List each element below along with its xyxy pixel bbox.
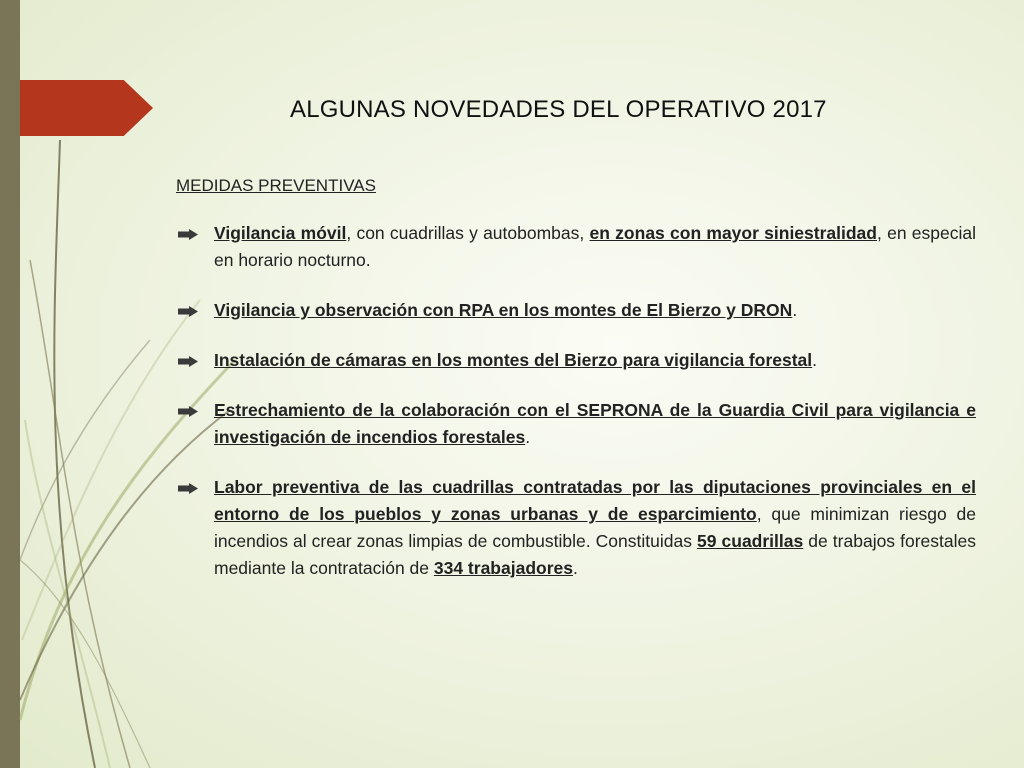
right-arrow-icon: [178, 229, 198, 240]
bullet-item: [176, 474, 976, 582]
bullet-text: .: [792, 300, 798, 320]
slide-subtitle: MEDIDAS PREVENTIVAS: [176, 176, 376, 195]
bullet-emphasis-text: en zonas con mayor siniestralidad: [589, 223, 877, 243]
right-arrow-icon: [178, 406, 198, 417]
bullet-text: de trabajos forestales mediante la contratación de: [214, 531, 976, 578]
right-arrow-icon: [178, 306, 198, 317]
bullet-emphasis-text: Vigilancia y observación con RPA en los montes de El Bierzo y DRON: [214, 300, 793, 320]
bullet-item: [176, 347, 976, 374]
bullet-item: [176, 397, 976, 451]
bullet-emphasis-text: 334 trabajadores: [433, 558, 573, 578]
bullet-text: , que minimizan riesgo de incendios al crear zonas limpias de combustible. Constituidas: [214, 504, 976, 551]
bullet-text: , en especial en horario nocturno.: [214, 223, 977, 270]
right-arrow-icon: [178, 483, 198, 494]
right-arrow-icon: [178, 356, 198, 367]
bullet-item: [176, 220, 976, 274]
bullet-item: [176, 297, 976, 324]
bullet-emphasis-text: 59 cuadrillas: [697, 531, 804, 551]
bullet-text: .: [812, 350, 818, 370]
bullet-emphasis-text: Instalación de cámaras en los montes del Bierzo para vigilancia forestal: [214, 350, 813, 370]
bullet-text: .: [572, 558, 578, 578]
bullet-text: .: [525, 427, 531, 447]
bullet-emphasis-text: Labor preventiva de las cuadrillas contratadas por las diputaciones provinciales en el entorno de los pueblos y zonas urbanas y de esparcimiento: [214, 477, 976, 524]
bullet-emphasis-text: Estrechamiento de la colaboración con el SEPRONA de la Guardia Civil para vigilancia e investigación de incendios forestales: [214, 400, 976, 447]
bullet-text: , con cuadrillas y autobombas,: [346, 223, 590, 243]
slide-title: ALGUNAS NOVEDADES DEL OPERATIVO 2017: [290, 96, 827, 123]
bullet-list: [176, 220, 976, 582]
bullet-emphasis-text: Vigilancia móvil: [214, 223, 347, 243]
